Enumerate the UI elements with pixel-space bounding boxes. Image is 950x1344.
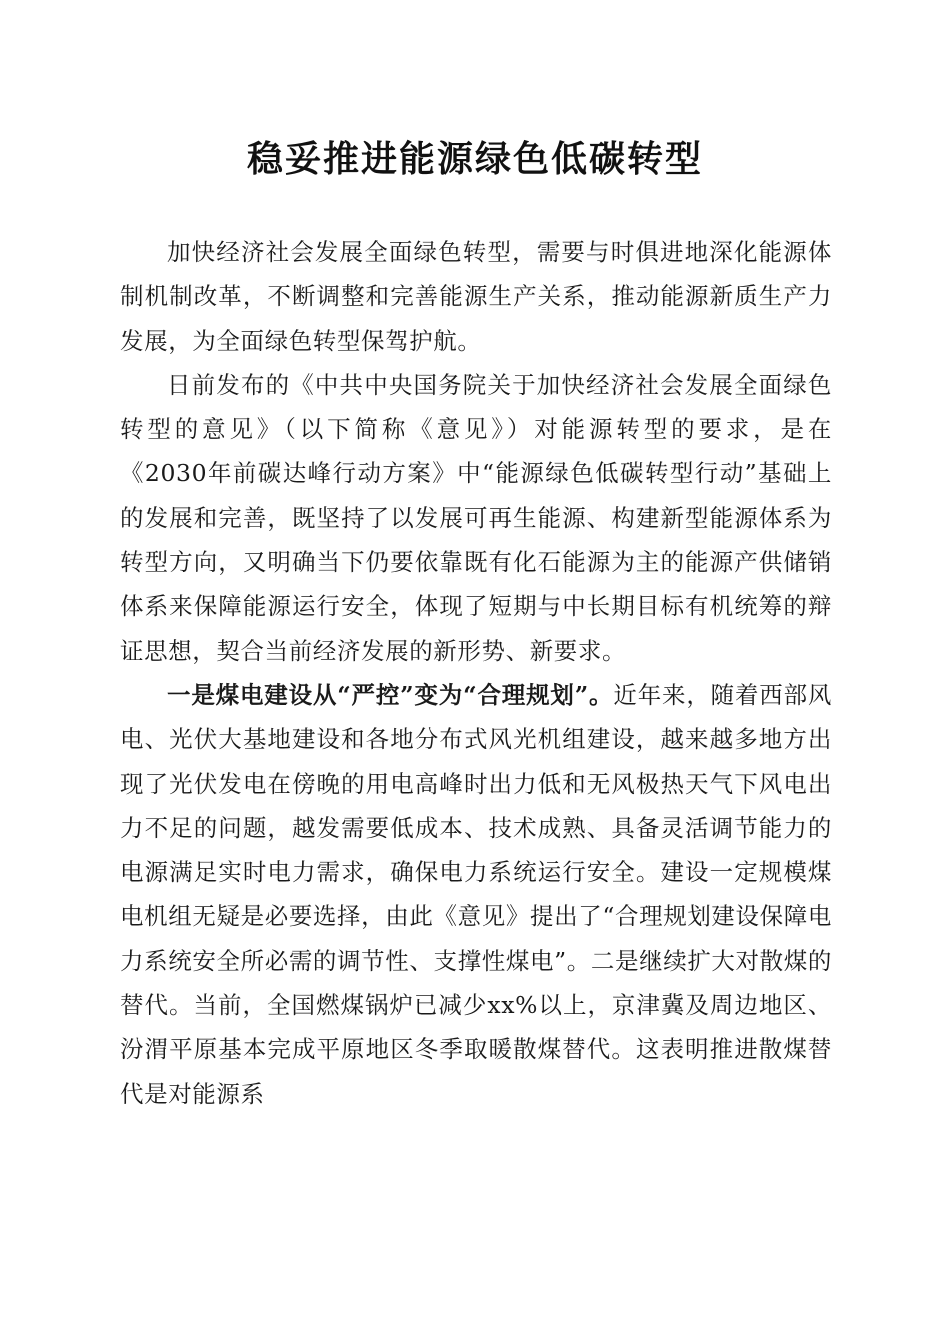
paragraph-lead-heading: 一是煤电建设从“严控”变为“合理规划”。 [167,680,614,709]
paragraph-coal-power [120,673,832,1116]
paragraph-intro: 加快经济社会发展全面绿色转型，需要与时俱进地深化能源体制机制改革，不断调整和完善能源生产关系，推动能源新质生产力发展，为全面绿色转型保驾护航。 [120,238,832,355]
paragraph-opinion: 日前发布的《中共中央国务院关于加快经济社会发展全面绿色转型的意见》（以下简称《意见》）对能源转型的要求，是在《2030年前碳达峰行动方案》中“能源绿色低碳转型行动”基础上的发展和完善，既坚持了以发展可再生能源、构建新型能源体系为转型方向，又明确当下仍要依靠既有化石能源为主的能源产供储销体系来保障能源运行安全，体现了短期与中长期目标有机统筹的辩证思想，契合当前经济发展的新形势、新要求。 [120,370,832,665]
paragraph-coal-power-text: 近年来，随着西部风电、光伏大基地建设和各地分布式风光机组建设，越来越多地方出现了光伏发电在傍晚的用电高峰时出力低和无风极热天气下风电出力不足的问题，越发需要低成本、技术成熟、具备灵活调节能力的电源满足实时电力需求，确保电力系统运行安全。建设一定规模煤电机组无疑是必要选择，由此《意见》提出了“合理规划建设保障电力系统安全所必需的调节性、支撑性煤电”。二是继续扩大对散煤的替代。当前，全国燃煤锅炉已减少xx%以上，京津冀及周边地区、汾渭平原基本完成平原地区冬季取暖散煤替代。这表明推进散煤替代是对能源系 [120,680,832,1108]
document-title: 稳妥推进能源绿色低碳转型 [246,138,703,180]
document-body [120,230,832,1116]
